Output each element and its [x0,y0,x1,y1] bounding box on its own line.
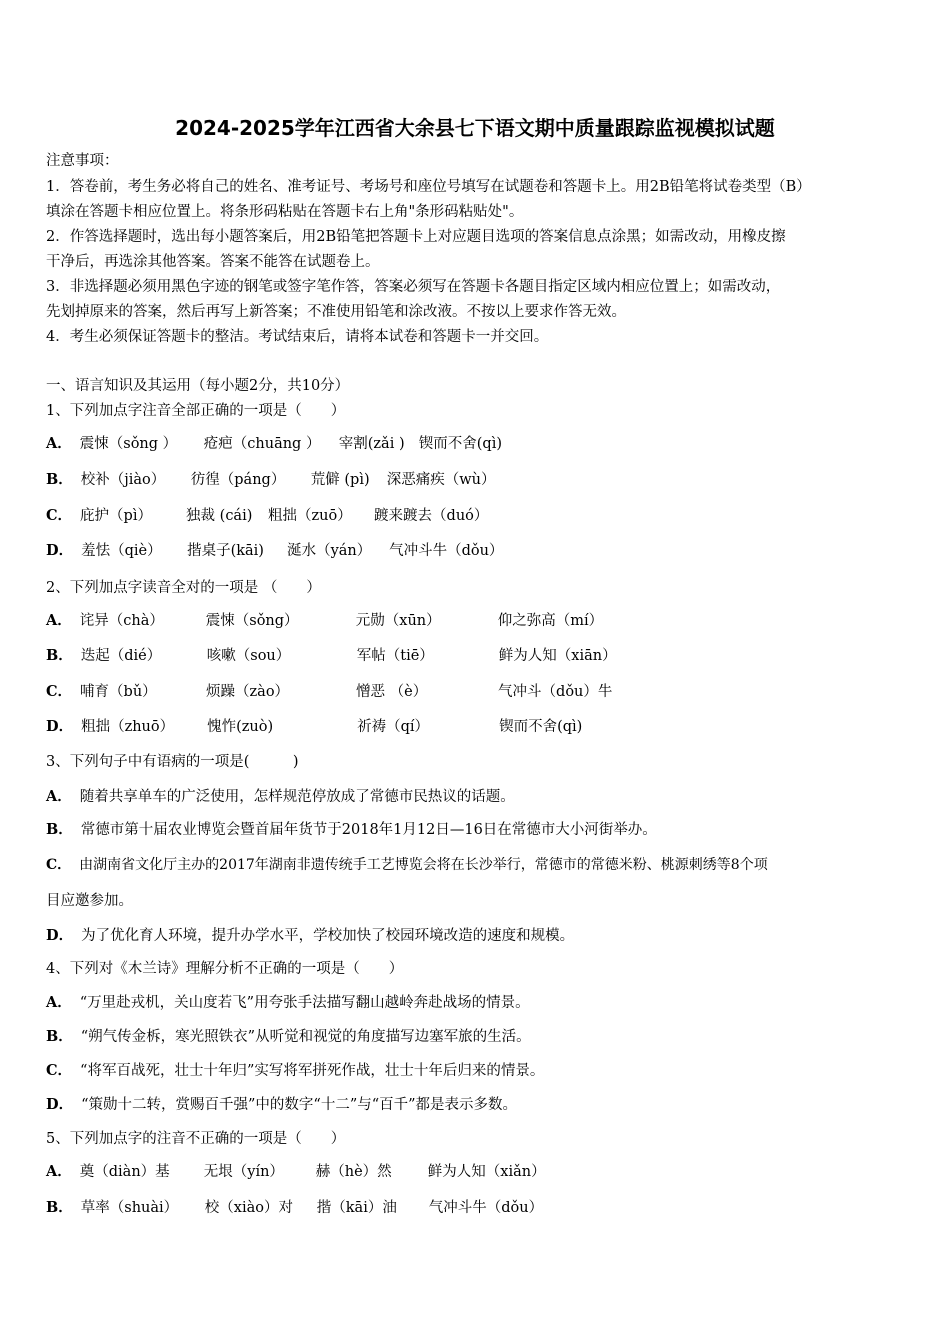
question-5-stem: 5、下列加点字的注音不正确的一项是（ ） [46,1131,346,1147]
page-title: 2024-2025学年江西省大余县七下语文期中质量跟踪监视模拟试题 [175,116,775,140]
question-4-stem: 4、下列对《木兰诗》理解分析不正确的一项是（ ） [46,961,404,977]
question-3-stem: 3、下列句子中有语病的一项是( ) [46,754,299,770]
question-3-option-d[interactable]: D． 为了优化育人环境，提升办学水平，学校加快了校园环境改造的速度和规模。 [46,927,575,944]
notes-line: 4．考生必须保证答题卡的整洁。考试结束后，请将本试卷和答题卡一并交回。 [46,329,549,345]
question-4-option-c[interactable]: C． “将军百战死，壮士十年归”实写将军拼死作战，壮士十年后归来的情景。 [46,1062,545,1079]
notes-line: 2．作答选择题时，选出每小题答案后，用2B铅笔把答题卡上对应题目选项的答案信息点涂黑；如需改动，用橡皮擦 [46,229,786,245]
question-3-option-c-cont: 目应邀参加。 [46,893,133,909]
notes-line: 填涂在答题卡相应位置上。将条形码粘贴在答题卡右上角"条形码粘贴处"。 [46,204,524,220]
question-3-option-c[interactable]: C． 由湖南省文化厅主办的2017年湖南非遗传统手工艺博览会将在长沙举行，常德市的常德米粉、桃源刺绣等8个项 [46,857,768,873]
question-2-option-b[interactable]: B． 迭起（dié） 咳嗽（sou） 军帖（tiē） 鲜为人知（xiān） [46,647,617,664]
notes-line: 3．非选择题必须用黑色字迹的钢笔或签字笔作答，答案必须写在答题卡各题目指定区域内相应位置上；如需改动， [46,279,781,295]
notes-line: 先划掉原来的答案，然后再写上新答案；不准使用铅笔和涂改液。不按以上要求作答无效。 [46,304,626,320]
question-2-stem: 2、下列加点字读音全对的一项是 （ ） [46,580,321,596]
question-1-option-b[interactable]: B． 校补（jiào） 彷徨（páng） 荒僻 (pì) 深恶痛疾（wù） [46,471,496,488]
notes-line: 1．答卷前，考生务必将自己的姓名、准考证号、考场号和座位号填写在试题卷和答题卡上。用2B铅笔将试卷类型（B） [46,179,811,195]
section-heading: 一、语言知识及其运用（每小题2分，共10分） [46,378,350,394]
notes-heading: 注意事项： [46,153,119,169]
question-2-option-d[interactable]: D． 粗拙（zhuō） 愧怍(zuò) 祈祷（qí） 锲而不舍(qì) [46,718,583,735]
notes-line: 干净后，再选涂其他答案。答案不能答在试题卷上。 [46,254,380,270]
question-1-option-c[interactable]: C． 庇护（pì） 独裁 (cái) 粗拙（zuō） 踱来踱去（duó） [46,507,489,524]
question-3-option-b[interactable]: B． 常德市第十届农业博览会暨首届年货节于2018年1月12日—16日在常德市大小河街举办。 [46,821,657,838]
question-2-option-c[interactable]: C． 哺育（bǔ） 烦躁（zào） 憎恶 （è） 气冲斗（dǒu）牛 [46,683,613,700]
question-1-stem: 1、下列加点字注音全部正确的一项是（ ） [46,403,346,419]
question-1-option-d[interactable]: D． 羞怯（qiè） 揩桌子(kāi) 涎水（yán） 气冲斗牛（dǒu） [46,542,504,559]
question-4-option-a[interactable]: A． “万里赴戎机，关山度若飞”用夸张手法描写翻山越岭奔赴战场的情景。 [46,994,530,1011]
question-5-option-b[interactable]: B． 草率（shuài） 校（xiào）对 揩（kāi）油 气冲斗牛（dǒu） [46,1199,544,1216]
question-4-option-b[interactable]: B． “朔气传金柝，寒光照铁衣”从听觉和视觉的角度描写边塞军旅的生活。 [46,1028,531,1045]
question-5-option-a[interactable]: A． 奠（diàn）基 无垠（yín） 赫（hè）然 鲜为人知（xiǎn） [46,1163,546,1180]
question-2-option-a[interactable]: A． 诧异（chà） 震悚（sǒng） 元勋（xūn） 仰之弥高（mí） [46,612,604,629]
question-3-option-a[interactable]: A． 随着共享单车的广泛使用，怎样规范停放成了常德市民热议的话题。 [46,788,515,805]
question-1-option-a[interactable]: A． 震悚（sǒng ） 疮疤（chuāng ） 宰割(zǎi ) 锲而不舍(qì) [46,435,502,452]
question-4-option-d[interactable]: D． “策勋十二转，赏赐百千强”中的数字“十二”与“百千”都是表示多数。 [46,1096,518,1113]
